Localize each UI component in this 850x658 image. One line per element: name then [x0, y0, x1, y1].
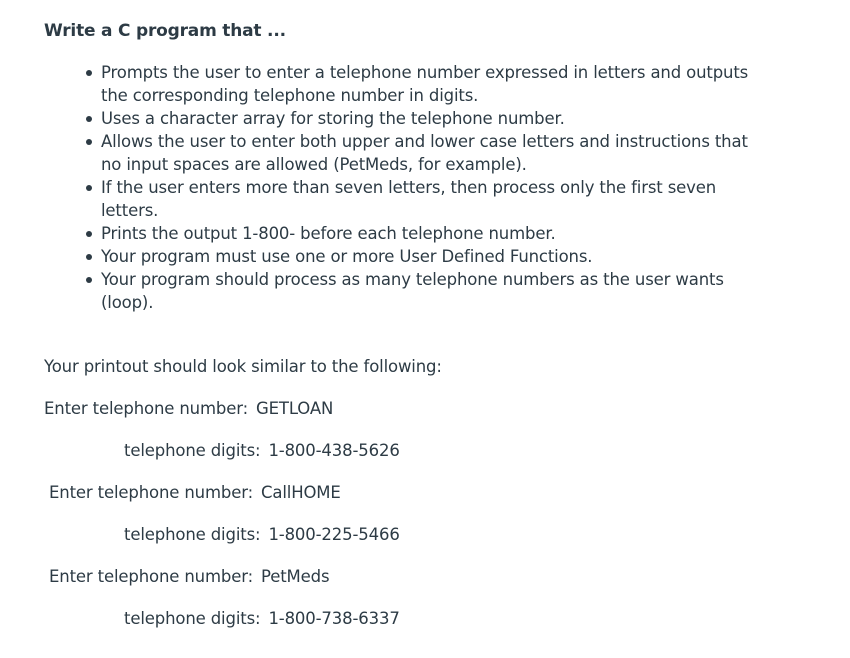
digits-value: 1-800-438-5626: [268, 441, 400, 460]
prompt-input: CallHOME: [261, 483, 341, 502]
prompt-label: Enter telephone number:: [49, 567, 253, 586]
sample-output-intro: Your printout should look similar to the following:: [44, 357, 442, 376]
prompt-label: Enter telephone number:: [49, 483, 253, 502]
assignment-title: Write a C program that ...: [44, 21, 286, 41]
digits-line: [124, 608, 400, 630]
list-item: [82, 130, 772, 176]
list-item: [82, 268, 772, 314]
prompt-line: [49, 566, 329, 588]
list-item: [82, 222, 772, 245]
prompt-input: PetMeds: [261, 567, 330, 586]
list-item: [82, 176, 772, 222]
bullet-icon: [86, 139, 92, 145]
list-item-text: Prompts the user to enter a telephone number expressed in letters and outputs the corresponding telephone number in digits.: [101, 63, 749, 105]
digits-label: telephone digits:: [124, 441, 261, 460]
list-item-text: Your program must use one or more User Defined Functions.: [101, 247, 593, 266]
requirements-list: [82, 61, 772, 314]
list-item: [82, 61, 772, 107]
list-item: [82, 245, 772, 268]
digits-label: telephone digits:: [124, 609, 261, 628]
list-item-text: Prints the output 1-800- before each telephone number.: [101, 224, 556, 243]
list-item-text: Allows the user to enter both upper and lower case letters and instructions that no input spaces are allowed (PetMeds, for example).: [101, 132, 748, 174]
list-item-text: Uses a character array for storing the telephone number.: [101, 109, 565, 128]
digits-line: [124, 440, 400, 462]
digits-label: telephone digits:: [124, 525, 261, 544]
bullet-icon: [86, 254, 92, 260]
list-item: [82, 107, 772, 130]
prompt-label: Enter telephone number:: [44, 399, 248, 418]
bullet-icon: [86, 116, 92, 122]
bullet-icon: [86, 231, 92, 237]
digits-value: 1-800-738-6337: [268, 609, 400, 628]
list-item-text: If the user enters more than seven letters, then process only the first seven letters.: [101, 178, 717, 220]
bullet-icon: [86, 185, 92, 191]
bullet-icon: [86, 70, 92, 76]
prompt-input: GETLOAN: [256, 399, 334, 418]
prompt-line: [44, 398, 333, 420]
bullet-icon: [86, 277, 92, 283]
list-item-text: Your program should process as many telephone numbers as the user wants (loop).: [101, 270, 724, 312]
digits-line: [124, 524, 400, 546]
prompt-line: [49, 482, 341, 504]
digits-value: 1-800-225-5466: [268, 525, 400, 544]
